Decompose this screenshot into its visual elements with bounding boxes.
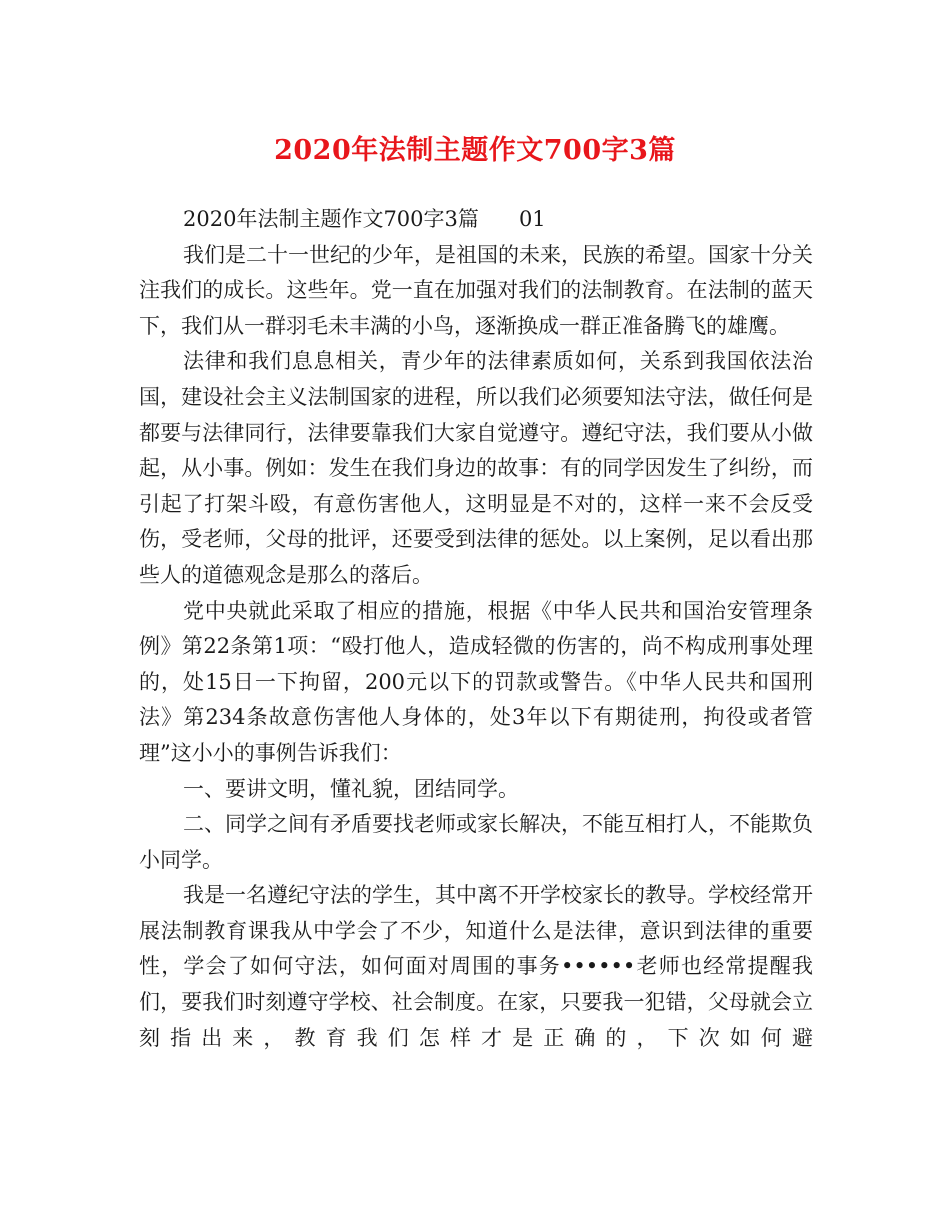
- paragraph-1: 我们是二十一世纪的少年，是祖国的未来，民族的希望。国家十分关注我们的成长。这些年。党一直在加强对我们的法制教育。在法制的蓝天下，我们从一群羽毛未丰满的小鸟，逐渐换成一群正准备腾飞的雄鹰。: [139, 242, 813, 338]
- document-title: 2020年法制主题作文700字3篇: [274, 135, 676, 166]
- paragraph-3: 党中央就此采取了相应的措施，根据《中华人民共和国治安管理条例》第22条第1项：“殴打他人，造成轻微的伤害的，尚不构成刑事处理的，处15日一下拘留，200元以下的罚款或警告。《中华人民共和国刑法》第234条故意伤害他人身体的，处3年以下有期徒刑，拘役或者管理”这小小的事例告诉我们：: [139, 598, 813, 765]
- paragraph-2: 法律和我们息息相关，青少年的法律素质如何，关系到我国依法治国，建设社会主义法制国家的进程，所以我们必须要知法守法，做任何是都要与法律同行，法律要靠我们大家自觉遵守。遵纪守法，我们要从小做起，从小事。例如：发生在我们身边的故事：有的同学因发生了纠纷，而引起了打架斗殴，有意伤害他人，这明显是不对的，这样一来不会反受伤，受老师，父母的批评，还要受到法律的惩处。以上案例，足以看出那些人的道德观念是那么的落后。: [139, 349, 813, 587]
- section-subheading: 2020年法制主题作文700字3篇 01: [183, 207, 546, 231]
- paragraph-6: 我是一名遵纪守法的学生，其中离不开学校家长的教导。学校经常开展法制教育课我从中学会了不少，知道什么是法律，意识到法律的重要性，学会了如何守法，如何面对周围的事务••••••老师也经常提醒我们，要我们时刻遵守学校、社会制度。在家，只要我一犯错，父母就会立刻指出来，教育我们怎样才是正确的，下次如何避: [139, 883, 813, 1050]
- paragraph-5: 二、同学之间有矛盾要找老师或家长解决，不能互相打人，不能欺负小同学。: [139, 812, 813, 872]
- paragraph-4: 一、要讲文明，懂礼貌，团结同学。: [183, 776, 519, 801]
- document-body: [139, 202, 813, 1056]
